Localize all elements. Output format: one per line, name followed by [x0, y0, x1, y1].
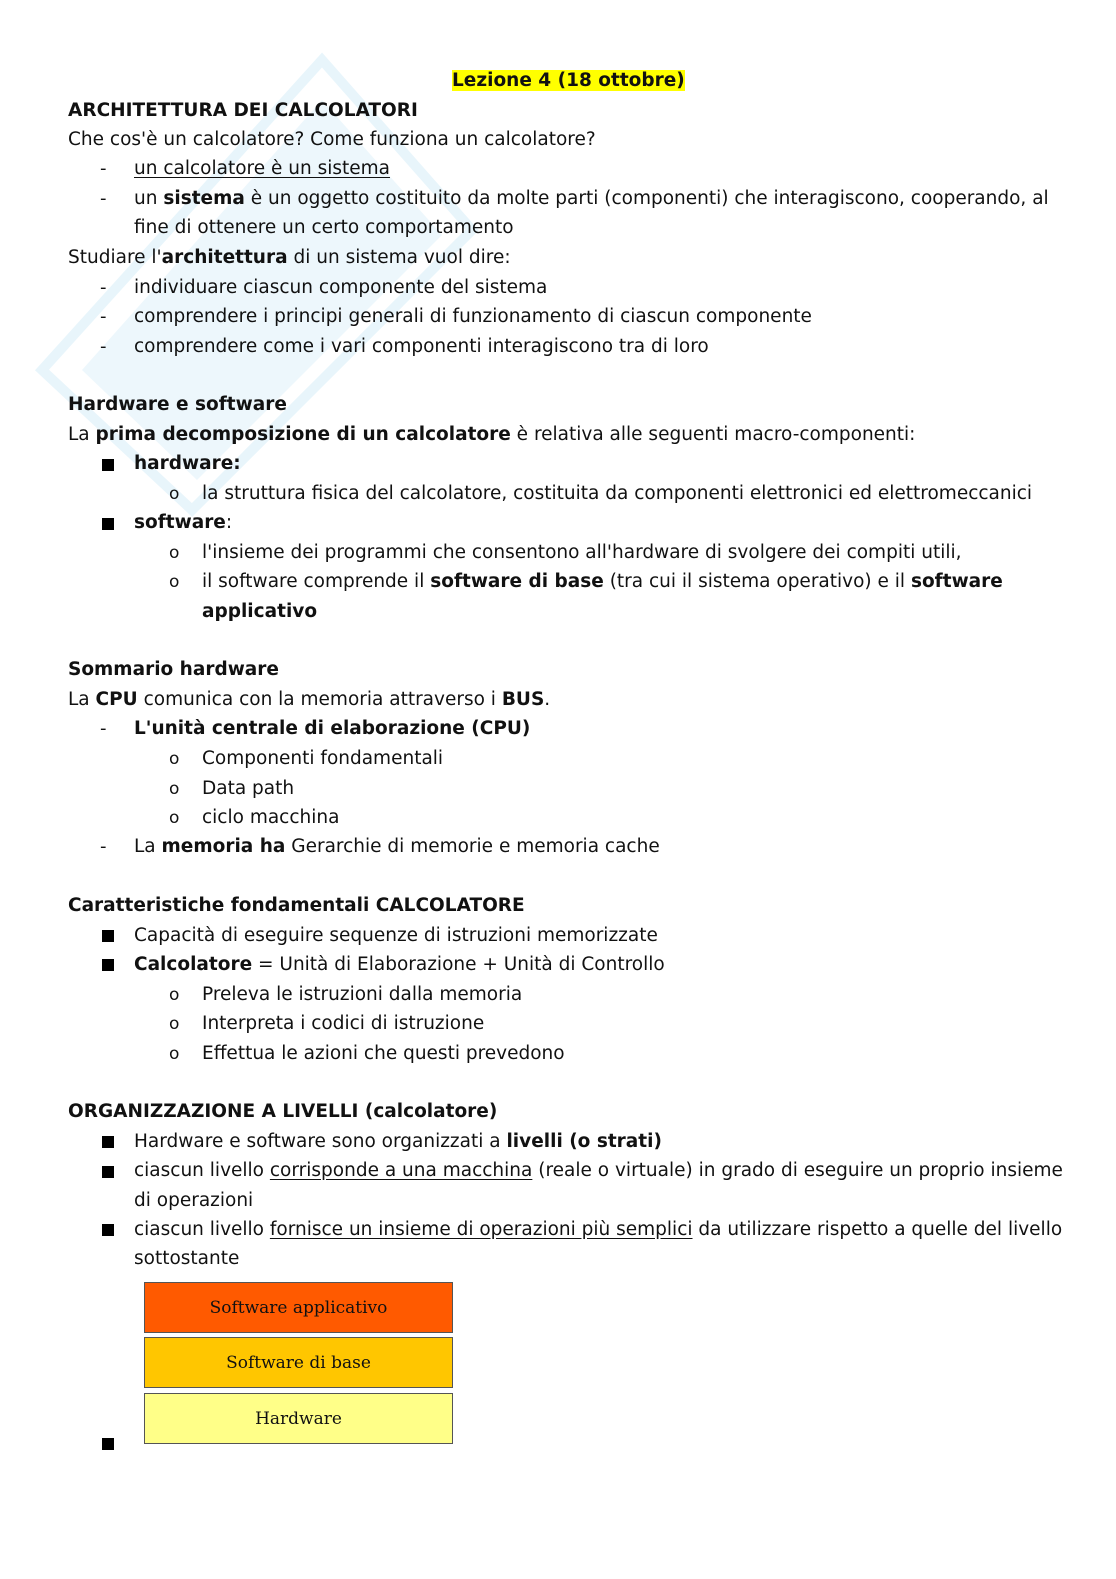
- circle-bullet: o: [169, 543, 180, 563]
- list-item: La memoria ha Gerarchie di memorie e memoria cache: [134, 836, 660, 857]
- dash-marker: -: [100, 306, 107, 327]
- paragraph: La CPU comunica con la memoria attraverso i BUS.: [68, 689, 551, 710]
- layer-hardware: Hardware: [144, 1393, 453, 1444]
- sub-item: il software comprende il software di base (tra cui il sistema operativo) e il software: [202, 571, 1003, 592]
- list-item: comprendere come i vari componenti interagiscono tra di loro: [134, 336, 709, 357]
- layer-software-applicativo: Software applicativo: [144, 1282, 453, 1333]
- square-bullet: [102, 1438, 114, 1450]
- list-item: un sistema è un oggetto costituito da molte parti (componenti) che interagiscono, cooperando, al: [134, 188, 1049, 209]
- circle-bullet: o: [169, 808, 180, 828]
- sub-item: ciclo macchina: [202, 807, 340, 828]
- square-bullet: [102, 1136, 114, 1148]
- sub-item: Componenti fondamentali: [202, 748, 444, 769]
- layer-software-di-base: Software di base: [144, 1337, 453, 1388]
- dash-marker: -: [100, 836, 107, 857]
- list-item-continuation: fine di ottenere un certo comportamento: [134, 217, 514, 238]
- section-heading-architecture: ARCHITETTURA DEI CALCOLATORI: [68, 100, 418, 121]
- dash-marker: -: [100, 277, 107, 298]
- section-heading-features: Caratteristiche fondamentali CALCOLATORE: [68, 895, 525, 916]
- list-item: Hardware e software sono organizzati a livelli (o strati): [134, 1131, 662, 1152]
- circle-bullet: o: [169, 1014, 180, 1034]
- sub-item: Effettua le azioni che questi prevedono: [202, 1043, 565, 1064]
- list-item: L'unità centrale di elaborazione (CPU): [134, 718, 531, 739]
- list-item-software: software:: [134, 512, 233, 533]
- square-bullet: [102, 959, 114, 971]
- section-heading-hw-summary: Sommario hardware: [68, 659, 279, 680]
- paragraph: Studiare l'architettura di un sistema vuol dire:: [68, 247, 511, 268]
- list-item: Calcolatore = Unità di Elaborazione + Unità di Controllo: [134, 954, 665, 975]
- lesson-title: Lezione 4 (18 ottobre): [452, 70, 685, 91]
- square-bullet: [102, 518, 114, 530]
- circle-bullet: o: [169, 749, 180, 769]
- sub-item: l'insieme dei programmi che consentono all'hardware di svolgere dei compiti utili,: [202, 542, 962, 563]
- square-bullet: [102, 1224, 114, 1236]
- section-heading-levels: ORGANIZZAZIONE A LIVELLI (calcolatore): [68, 1101, 498, 1122]
- list-item: individuare ciascun componente del sistema: [134, 277, 548, 298]
- paragraph: La prima decomposizione di un calcolatore è relativa alle seguenti macro-componenti:: [68, 424, 916, 445]
- dash-marker: -: [100, 718, 107, 739]
- circle-bullet: o: [169, 1044, 180, 1064]
- sub-item: Preleva le istruzioni dalla memoria: [202, 984, 523, 1005]
- list-item: ciascun livello corrisponde a una macchina (reale o virtuale) in grado di eseguire un proprio insieme: [134, 1160, 1063, 1181]
- square-bullet: [102, 459, 114, 471]
- sub-item: Interpreta i codici di istruzione: [202, 1013, 485, 1034]
- list-item: un calcolatore è un sistema: [134, 158, 390, 179]
- list-item: ciascun livello fornisce un insieme di operazioni più semplici da utilizzare rispetto a quelle del livello: [134, 1219, 1063, 1240]
- list-item: comprendere i principi generali di funzionamento di ciascun componente: [134, 306, 812, 327]
- list-item: Capacità di eseguire sequenze di istruzioni memorizzate: [134, 925, 658, 946]
- circle-bullet: o: [169, 779, 180, 799]
- square-bullet: [102, 930, 114, 942]
- circle-bullet: o: [169, 985, 180, 1005]
- sub-item: Data path: [202, 778, 295, 799]
- question-text: Che cos'è un calcolatore? Come funziona un calcolatore?: [68, 129, 596, 150]
- dash-marker: -: [100, 188, 107, 209]
- sub-item: la struttura fisica del calcolatore, costituita da componenti elettronici ed elettromeccanici: [202, 483, 1033, 504]
- list-item-continuation: sottostante: [134, 1248, 240, 1269]
- dash-marker: -: [100, 158, 107, 179]
- sub-item-continuation: applicativo: [202, 601, 318, 622]
- dash-marker: -: [100, 336, 107, 357]
- circle-bullet: o: [169, 484, 180, 504]
- section-heading-hw-sw: Hardware e software: [68, 394, 287, 415]
- list-item-continuation: di operazioni: [134, 1190, 254, 1211]
- circle-bullet: o: [169, 572, 180, 592]
- square-bullet: [102, 1166, 114, 1178]
- list-item-hardware: hardware:: [134, 453, 241, 474]
